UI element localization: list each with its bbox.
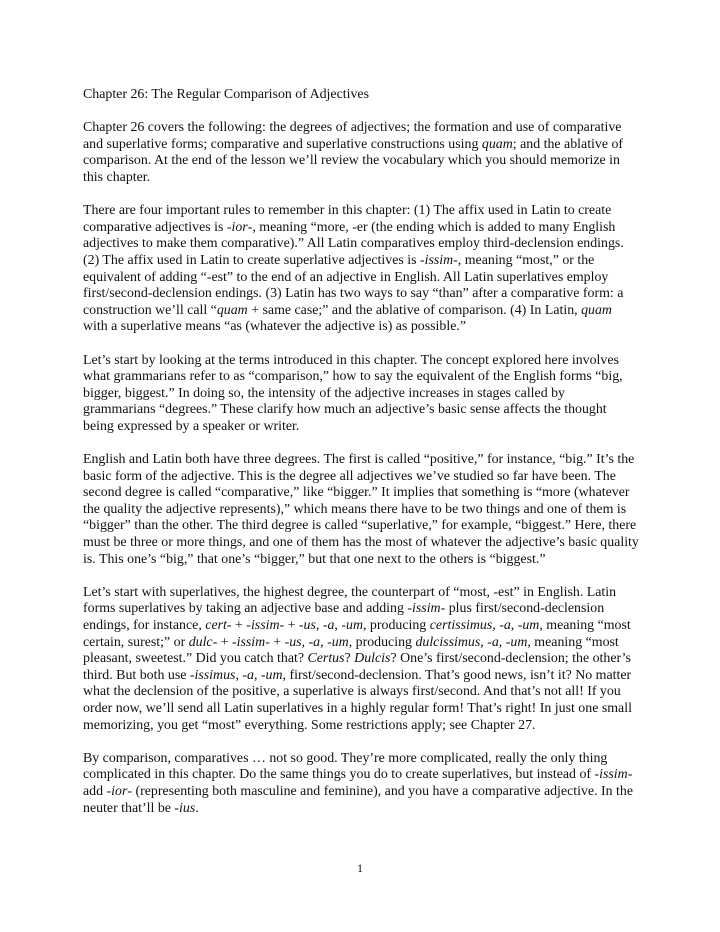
italic-text-run: quam bbox=[481, 136, 513, 152]
italic-text-run: quam bbox=[216, 302, 248, 318]
italic-text-run: dulc bbox=[188, 634, 213, 650]
text-run: , meaning “most pleasant, sweetest.” Did you catch that? bbox=[83, 634, 619, 667]
italic-text-run: ius bbox=[179, 800, 196, 816]
text-run: English and Latin both have three degrees. The first is called “positive,” for instance, “big.” It’s the basic form of the adjective. This is the degree all adjectives we’ve studied so far have been. The second degree is called “comparative,” like “bigger.” It implies that something is “more (whatever the quality the adjective represents),” which means there have to be two things and one of them is “bigger” than the other. The third degree is called “superlative,” for example, “biggest.” Here, there must be three or more things, and one of them has the most of whatever the adjective’s basic quality is. This one’s “big,” that one’s “bigger,” but that one next to the others is “biggest.” bbox=[83, 452, 639, 567]
text-run: , - bbox=[315, 618, 328, 633]
italic-text-run: Dulcis bbox=[354, 651, 391, 667]
page-body bbox=[83, 87, 639, 834]
text-run: There are four important rules to remember in this chapter: (1) The affix used in Latin to create comparative adjectives is - bbox=[83, 203, 612, 235]
text-run: , - bbox=[320, 634, 332, 650]
italic-text-run: a bbox=[247, 667, 254, 683]
text-run: ? bbox=[344, 651, 355, 667]
text-run: , - bbox=[498, 634, 511, 650]
italic-text-run: ior bbox=[111, 783, 128, 799]
italic-text-run: um bbox=[346, 618, 363, 633]
text-run: , - bbox=[253, 667, 266, 683]
italic-text-run: a bbox=[503, 618, 511, 633]
paragraph bbox=[83, 353, 639, 436]
text-run: , - bbox=[235, 667, 248, 683]
italic-text-run: a bbox=[327, 618, 335, 633]
text-run: - + - bbox=[265, 634, 290, 650]
italic-text-run: quam bbox=[581, 302, 612, 318]
text-run: , producing bbox=[348, 634, 416, 650]
text-run: Let’s start with superlatives, the highest degree, the counterpart of “most, -est” in English. Latin forms superlatives by taking an adjective base and adding - bbox=[83, 584, 617, 617]
text-run: Chapter 26 covers the following: the degrees of adjectives; the formation and use of comparative and superlative forms; comparative and superlative constructions using bbox=[83, 120, 622, 152]
paragraph bbox=[83, 585, 639, 734]
text-run: ; and the ablative of comparison. At the end of the lesson we’ll review the vocabulary which you should memorize in this chapter. bbox=[83, 136, 624, 185]
text-run: - add - bbox=[83, 767, 633, 799]
text-run: - plus first/second-declension endings, for instance, bbox=[83, 601, 605, 633]
text-run: , - bbox=[480, 634, 492, 650]
italic-text-run: ior bbox=[231, 219, 248, 235]
chapter-title: Chapter 26: The Regular Comparison of Adjectives bbox=[83, 87, 369, 102]
text-run: -, meaning “most,” or the equivalent of adding “-est” to the end of an adjective in English. All Latin superlatives employ first/second-declension endings. (3) Latin has two ways to say “than” after a comparative form: a construction we’ll call “ bbox=[83, 252, 624, 318]
italic-text-run: issim bbox=[236, 634, 266, 650]
text-run: , - bbox=[301, 634, 314, 650]
text-run: Let’s start by looking at the terms introduced in this chapter. The concept explored here involves what grammarians refer to as “comparison,” how to say the equivalent of the English forms “big, bigger, biggest.” In doing so, the intensity of the adjective increases in stages called by grammarians “degrees.” These clarify how much an adjective’s basic sense affects the thought being expressed by a speaker or writer. bbox=[83, 352, 623, 434]
text-run: , - bbox=[510, 618, 523, 633]
italic-text-run: a bbox=[491, 634, 499, 650]
italic-text-run: certissimus bbox=[429, 618, 493, 633]
text-run: -, meaning “more, -er (the ending which is added to many English adjectives to make them comparative).” All Latin comparatives employ third-declension endings. (2) The affix used in Latin to create superlative adjectives is - bbox=[83, 219, 624, 268]
paragraph bbox=[83, 751, 639, 817]
paragraph bbox=[83, 452, 639, 568]
text-run: - + - bbox=[279, 618, 304, 633]
italic-text-run: um bbox=[331, 634, 349, 650]
text-run: By comparison, comparatives … not so good. They’re more complicated, really the only thing complicated in this chapter. Do the same things you do to create superlatives, but instead of - bbox=[83, 750, 608, 783]
page-number: 1 bbox=[357, 861, 363, 875]
text-run: , - bbox=[334, 618, 346, 633]
italic-text-run: dulcissimus bbox=[415, 634, 481, 650]
italic-text-run: us bbox=[289, 634, 302, 650]
italic-text-run: issimus bbox=[194, 667, 236, 683]
text-run: . bbox=[195, 800, 199, 816]
italic-text-run: issim bbox=[250, 618, 280, 633]
text-run: , first/second-declension. That’s good news, isn’t it? No matter what the declension of the positive, a superlative is always first/second. And that’s not all! If you order now, we’ll send all Latin superlatives in a highly regular form! That’s right! In just one small memorizing, you get “most” everything. Some restrictions apply; see Chapter 27. bbox=[83, 667, 632, 733]
italic-text-run: um bbox=[265, 667, 283, 683]
italic-text-run: issim bbox=[424, 252, 454, 268]
text-run: , producing bbox=[362, 618, 430, 633]
paragraph bbox=[83, 120, 639, 186]
italic-text-run: cert bbox=[205, 618, 227, 633]
text-run: + same case;” and the ablative of comparison. (4) In Latin, bbox=[247, 302, 582, 318]
italic-text-run: us bbox=[303, 618, 316, 633]
text-run: - + - bbox=[212, 634, 237, 650]
paragraph bbox=[83, 203, 639, 336]
italic-text-run: Certus bbox=[307, 651, 345, 667]
text-run: - + - bbox=[226, 618, 251, 633]
text-run: ? One’s first/second-declension; the other’s third. But both use - bbox=[83, 651, 631, 683]
text-run: , meaning “most certain, surest;” or bbox=[83, 618, 631, 650]
paragraph-list bbox=[83, 120, 639, 817]
text-run: , - bbox=[492, 618, 504, 633]
italic-text-run: issim bbox=[412, 601, 441, 617]
italic-text-run: issim bbox=[599, 767, 628, 783]
italic-text-run: um bbox=[522, 618, 540, 633]
italic-text-run: um bbox=[510, 634, 528, 650]
text-run: with a superlative means “as (whatever the adjective is) as possible.” bbox=[83, 319, 467, 335]
italic-text-run: a bbox=[313, 634, 321, 650]
text-run: - (representing both masculine and feminine), and you have a comparative adjective. In the neuter that’ll be - bbox=[83, 783, 634, 816]
